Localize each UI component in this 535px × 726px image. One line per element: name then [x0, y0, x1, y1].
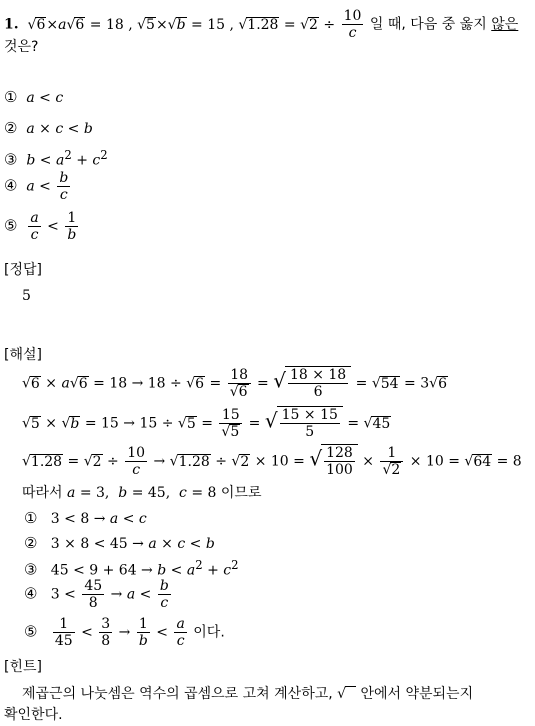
explanation-item-1: ① 3 < 8 → a < c [24, 509, 147, 527]
item-marker: ① [24, 509, 38, 527]
hint-line-2: 확인한다. [4, 707, 63, 723]
choice-marker: ③ [4, 150, 18, 169]
hint-text-a: 제곱근의 나눗셈은 역수의 곱셈으로 고쳐 계산하고, [22, 686, 333, 702]
explanation-item-5: ⑤ $\frac{1}{45}$ < $\frac{3}{8}$ → $\frac{1}{b}$ < $\frac{a}{c}$ 이다. [24, 616, 225, 650]
sqrt-symbol: √ [337, 686, 356, 702]
explanation-header: [해설] [4, 347, 42, 363]
explanation-item-2: ② 3 × 8 < 45 → a × c < b [24, 534, 215, 552]
item-marker: ③ [24, 560, 38, 579]
hint-header: [힌트] [4, 659, 42, 675]
explanation-therefore: 따라서 [22, 485, 63, 501]
question-text: 일 때, 다음 중 옳지 [369, 16, 487, 33]
item-marker: ④ [24, 584, 38, 603]
question-line-1 [4, 8, 518, 41]
hint-line-1 [22, 686, 473, 702]
explanation-line-4: 따라서 a = 3, b = 45, c = 8 이므로 [22, 485, 262, 501]
explanation-line-1: √6 × a√6 = 18 → 18 ÷ √6 = $\frac{18}{√6}$ = √ $\frac{18 \times 18}{6}$ = √54 = 3√6 [22, 366, 447, 401]
explanation-item5-tail: 이다. [193, 624, 225, 641]
explanation-line-2: √5 × √b = 15 → 15 ÷ √5 = $\frac{15}{√5}$ = √ $\frac{15 \times 15}{5}$ = √45 [22, 406, 391, 441]
question-formula: √6×a√6 = 18 , √5×√b = 15 , √1.28 = √2 ÷ $\frac{10}{c}$ [23, 8, 362, 42]
choice-4: ④ a < $\frac{b}{c}$ [4, 170, 69, 204]
explanation-item-3: ③ $45 < 9 + 64 \to b < a^2 + c^2$ [24, 558, 239, 579]
choice-marker: ① [4, 88, 18, 106]
item-marker: ② [24, 534, 38, 552]
question-underlined: 않은 [491, 16, 519, 33]
choice-marker: ④ [4, 176, 18, 195]
explanation-item-4: ④ 3 < $\frac{45}{8}$ → a < $\frac{b}{c}$ [24, 578, 169, 612]
question-line-2: 것은? [4, 39, 39, 55]
choice-3: ③ $b < a^2 + c^2$ [4, 148, 108, 169]
item-marker: ⑤ [24, 622, 38, 641]
answer-header: [정답] [4, 262, 42, 278]
choice-marker: ⑤ [4, 216, 18, 235]
choice-1: ① a < c [4, 88, 64, 106]
answer-value: 5 [22, 288, 31, 304]
choice-marker: ② [4, 119, 18, 137]
explanation-therefore-tail: 이므로 [220, 485, 262, 501]
choice-5: ⑤ $\frac{a}{c}$ < $\frac{1}{b}$ [4, 210, 77, 244]
explanation-line-3: √1.28 = √2 ÷ $\frac{10}{c}$ → √1.28 ÷ √2 × 10 = √ $\frac{128}{100}$ × $\frac{1}{√2}$ × 10 = √64 = 8 [22, 444, 522, 479]
choice-2: ② a × c < b [4, 119, 93, 137]
hint-text-b: 안에서 약분되는지 [360, 686, 474, 702]
question-number: 1. [4, 16, 19, 33]
